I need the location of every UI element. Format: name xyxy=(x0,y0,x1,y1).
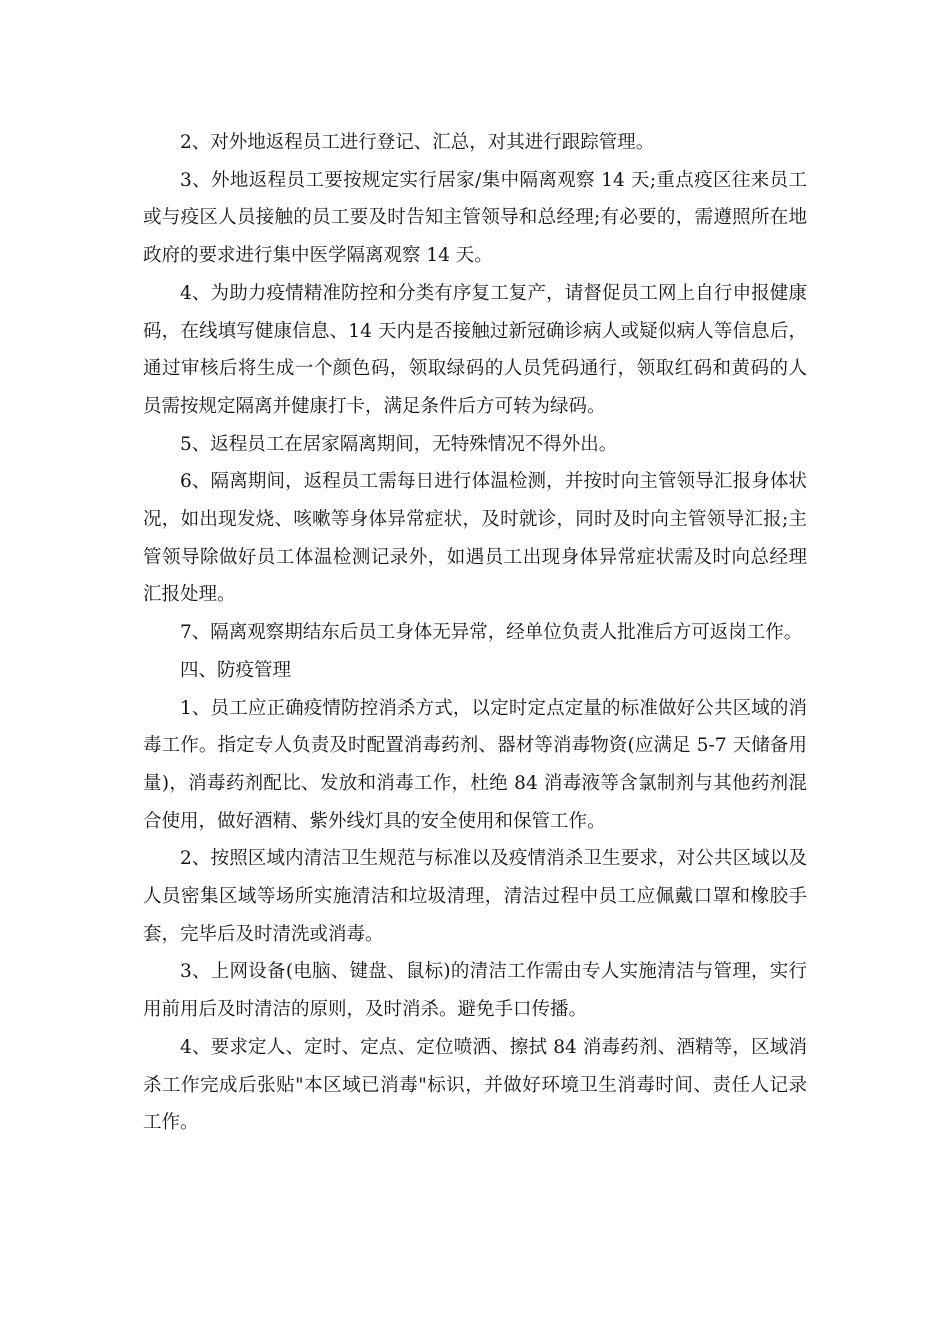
paragraph-no-going-out: 5、返程员工在居家隔离期间，无特殊情况不得外出。 xyxy=(180,433,618,455)
paragraph-disinfection-method: 1、员工应正确疫情防控消杀方式，以定时定点定量的标准做好公共区域的消毒工作。指定专人负责及时配置消毒药剂、器材等消毒物资(应满足 5-7 天储备用量)，消毒药剂配比、发放和消毒工作，杜绝 84 消毒液等含氯制剂与其他药剂混合使用，做好酒精、紫外线灯具的安全使用和保管工作。 xyxy=(143,697,807,832)
section-heading-epidemic-management: 四、防疫管理 xyxy=(180,659,292,681)
paragraph-cleaning-standards: 2、按照区域内清洁卫生规范与标准以及疫情消杀卫生要求，对公共区域以及人员密集区域等场所实施清洁和垃圾清理，清洁过程中员工应佩戴口罩和橡胶手套，完毕后及时清洗或消毒。 xyxy=(143,848,807,945)
paragraph-tracking: 2、对外地返程员工进行登记、汇总，对其进行跟踪管理。 xyxy=(180,132,655,153)
paragraph-temperature-check: 6、隔离期间，返程员工需每日进行体温检测，并按时向主管领导汇报身体状况，如出现发烧、咳嗽等身体异常症状，及时就诊，同时及时向主管领导汇报;主管领导除做好员工体温检测记录外，如遇员工出现身体异常症状需及时向总经理汇报处理。 xyxy=(143,471,807,606)
paragraph-device-cleaning: 3、上网设备(电脑、键盘、鼠标)的清洁工作需由专人实施清洁与管理，实行用前用后及时清洁的原则，及时消杀。避免手口传播。 xyxy=(143,961,807,1021)
paragraph-health-code: 4、为助力疫情精准防控和分类有序复工复产，请督促员工网上自行申报健康码，在线填写健康信息、14 天内是否接触过新冠确诊病人或疑似病人等信息后，通过审核后将生成一个颜色码，领取绿码的人员凭码通行，领取红码和黄码的人员需按规定隔离并健康打卡，满足条件后方可转为绿码。 xyxy=(143,282,807,417)
paragraph-disinfection-records: 4、要求定人、定时、定点、定位喷洒、擦拭 84 消毒药剂、酒精等，区域消杀工作完成后张贴"本区域已消毒"标识，并做好环境卫生消毒时间、责任人记录工作。 xyxy=(143,1036,807,1134)
document-body xyxy=(143,124,807,1142)
paragraph-return-to-work: 7、隔离观察期结东后员工身体无异常，经单位负责人批准后方可返岗工作。 xyxy=(180,622,803,644)
paragraph-quarantine-14-days: 3、外地返程员工要按规定实行居家/集中隔离观察 14 天;重点疫区往来员工或与疫区人员接触的员工要及时告知主管领导和总经理;有必要的，需遵照所在地政府的要求进行集中医学隔离观察 14 天。 xyxy=(143,169,807,267)
